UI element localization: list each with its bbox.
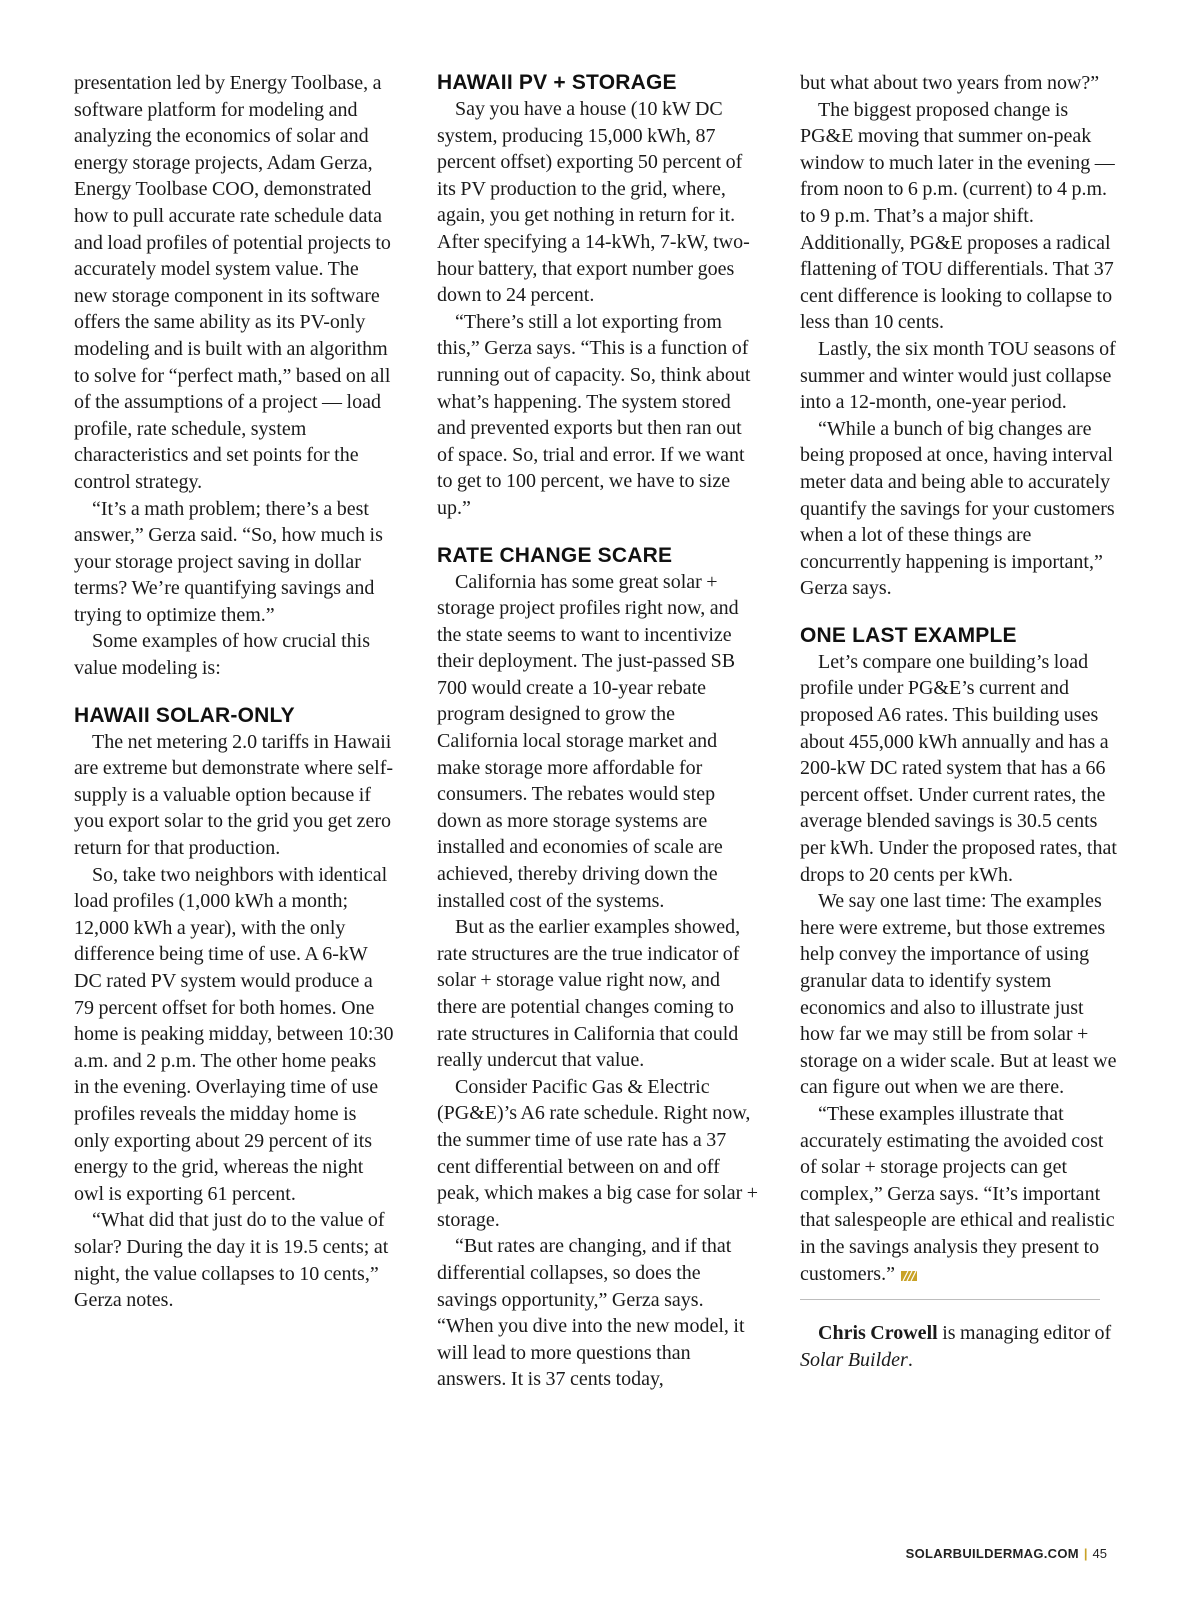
footer-separator: | xyxy=(1083,1546,1088,1561)
paragraph: We say one last time: The examples here were extreme, but those extremes help convey the importance of using granular data to identify system economics and also to illustrate just how far we may still be from solar + storage on a wider scale. But at least we can figure out when we are there. xyxy=(800,890,1117,1099)
paragraph: So, take two neighbors with identical load profiles (1,000 kWh a month; 12,000 kWh a year), with the only difference being time of use. A 6-kW DC rated PV system would produce a 79 percent offset for both homes. One home is peaking midday, between 10:30 a.m. and 2 p.m. The other home peaks in the evening. Overlaying time of use profiles reveals the midday home is only exporting about 29 percent of its energy to the grid, whereas the night owl is exporting 61 percent. xyxy=(74,863,394,1205)
paragraph: Some examples of how crucial this value modeling is: xyxy=(74,630,370,680)
section-heading-hawaii-solar-only: HAWAII SOLAR-ONLY xyxy=(74,703,295,727)
paragraph: “While a bunch of big changes are being proposed at once, having interval meter data and being able to accurately quantify the savings for your customers when a lot of these things are concurrently happening is important,” Gerza says. xyxy=(800,417,1115,600)
paragraph: The biggest proposed change is PG&E moving that summer on-peak window to much later in the evening — from noon to 6 p.m. (current) to 4 p.m. to 9 p.m. That’s a major shift. Additionally, PG&E proposes a radical flattening of TOU differentials. That 37 cent difference is looking to collapse to less than 10 cents. xyxy=(800,98,1115,334)
paragraph: The net metering 2.0 tariffs in Hawaii are extreme but demonstrate where self-supply is a valuable option because if you export solar to the grid you get zero return for that production. xyxy=(74,730,394,860)
divider xyxy=(800,1299,1100,1300)
page-footer xyxy=(906,1546,1107,1561)
author-bio: Chris Crowell is managing editor of Solar Builder. xyxy=(800,1322,1112,1371)
paragraph: “There’s still a lot exporting from this,” Gerza says. “This is a function of running out of capacity. So, think about what’s happening. The system stored and prevented exports but then ran out of space. So, trial and error. If we want to get to 100 percent, we have to size up.” xyxy=(437,310,751,519)
author-name: Chris Crowell xyxy=(818,1322,938,1345)
paragraph: “What did that just do to the value of solar? During the day it is 19.5 cents; at night, the value collapses to 10 cents,” Gerza notes. xyxy=(74,1209,389,1312)
paragraph: Lastly, the six month TOU seasons of summer and winter would just collapse into a 12-month, one-year period. xyxy=(800,337,1116,414)
paragraph: California has some great solar + storage project profiles right now, and the state seems to want to incentivize their deployment. The just-passed SB 700 would create a 10-year rebate program designed to grow the California local storage market and make storage more affordable for consumers. The rebates would step down as more storage systems are installed and economies of scale are achieved, thereby driving down the installed cost of the systems. xyxy=(437,570,739,912)
paragraph-final xyxy=(800,1101,1122,1287)
section-heading-one-last-example: ONE LAST EXAMPLE xyxy=(800,623,1017,647)
footer-site: SOLARBUILDERMAG.COM xyxy=(905,1546,1079,1561)
paragraph: Consider Pacific Gas & Electric (PG&E)’s A6 rate schedule. Right now, the summer time of use rate has a 37 cent differential between on and off peak, which makes a big case for solar + storage. xyxy=(437,1075,759,1231)
column-1 xyxy=(74,70,396,1314)
paragraph: presentation led by Energy Toolbase, a software platform for modeling and analyzing the economics of solar and energy storage projects, Adam Gerza, Energy Toolbase COO, demonstrated how to pull accurate rate schedule data and load profiles of potential projects to accurately model system value. The new storage component in its software offers the same ability as its PV-only modeling and is built with an algorithm to solve for “perfect math,” based on all of the assumptions of a project — load profile, rate schedule, system characteristics and set points for the control strategy. xyxy=(74,72,391,493)
publication-name: Solar Builder xyxy=(800,1348,908,1371)
paragraph: “But rates are changing, and if that differential collapses, so does the savings opportunity,” Gerza says. “When you dive into the new model, it will lead to more questions than answers. It is 37 cents today, xyxy=(437,1235,745,1391)
column-2 xyxy=(437,70,759,1393)
end-mark-icon xyxy=(901,1271,917,1281)
paragraph-text: “These examples illustrate that accurately estimating the avoided cost of solar + storage projects can get complex,” Gerza says. “It’s important that salespeople are ethical and realistic in the savings analysis they present to customers.” xyxy=(800,1102,1115,1285)
paragraph: but what about two years from now?” xyxy=(800,72,1100,94)
paragraph: Let’s compare one building’s load profile under PG&E’s current and proposed A6 rates. This building uses about 455,000 kWh annually and has a 200-kW DC rated system that has a 66 percent offset. Under current rates, the average blended savings is 30.5 cents per kWh. Under the proposed rates, that drops to 20 cents per kWh. xyxy=(800,650,1117,886)
paragraph: Say you have a house (10 kW DC system, producing 15,000 kWh, 87 percent offset) exporting 50 percent of its PV production to the grid, where, again, you get nothing in return for it. After specifying a 14-kWh, 7-kW, two-hour battery, that export number goes down to 24 percent. xyxy=(437,98,750,307)
section-heading-hawaii-pv-storage: HAWAII PV + STORAGE xyxy=(437,71,677,94)
section-heading-rate-change-scare: RATE CHANGE SCARE xyxy=(437,543,673,567)
page-number: 45 xyxy=(1092,1546,1107,1561)
paragraph: “It’s a math problem; there’s a best answer,” Gerza said. “So, how much is your storage project saving in dollar terms? We’re quantifying savings and trying to optimize them.” xyxy=(74,497,383,626)
paragraph: But as the earlier examples showed, rate structures are the true indicator of solar + storage value right now, and there are potential changes coming to rate structures in California that could really undercut that value. xyxy=(437,916,741,1072)
column-3 xyxy=(800,70,1122,1373)
